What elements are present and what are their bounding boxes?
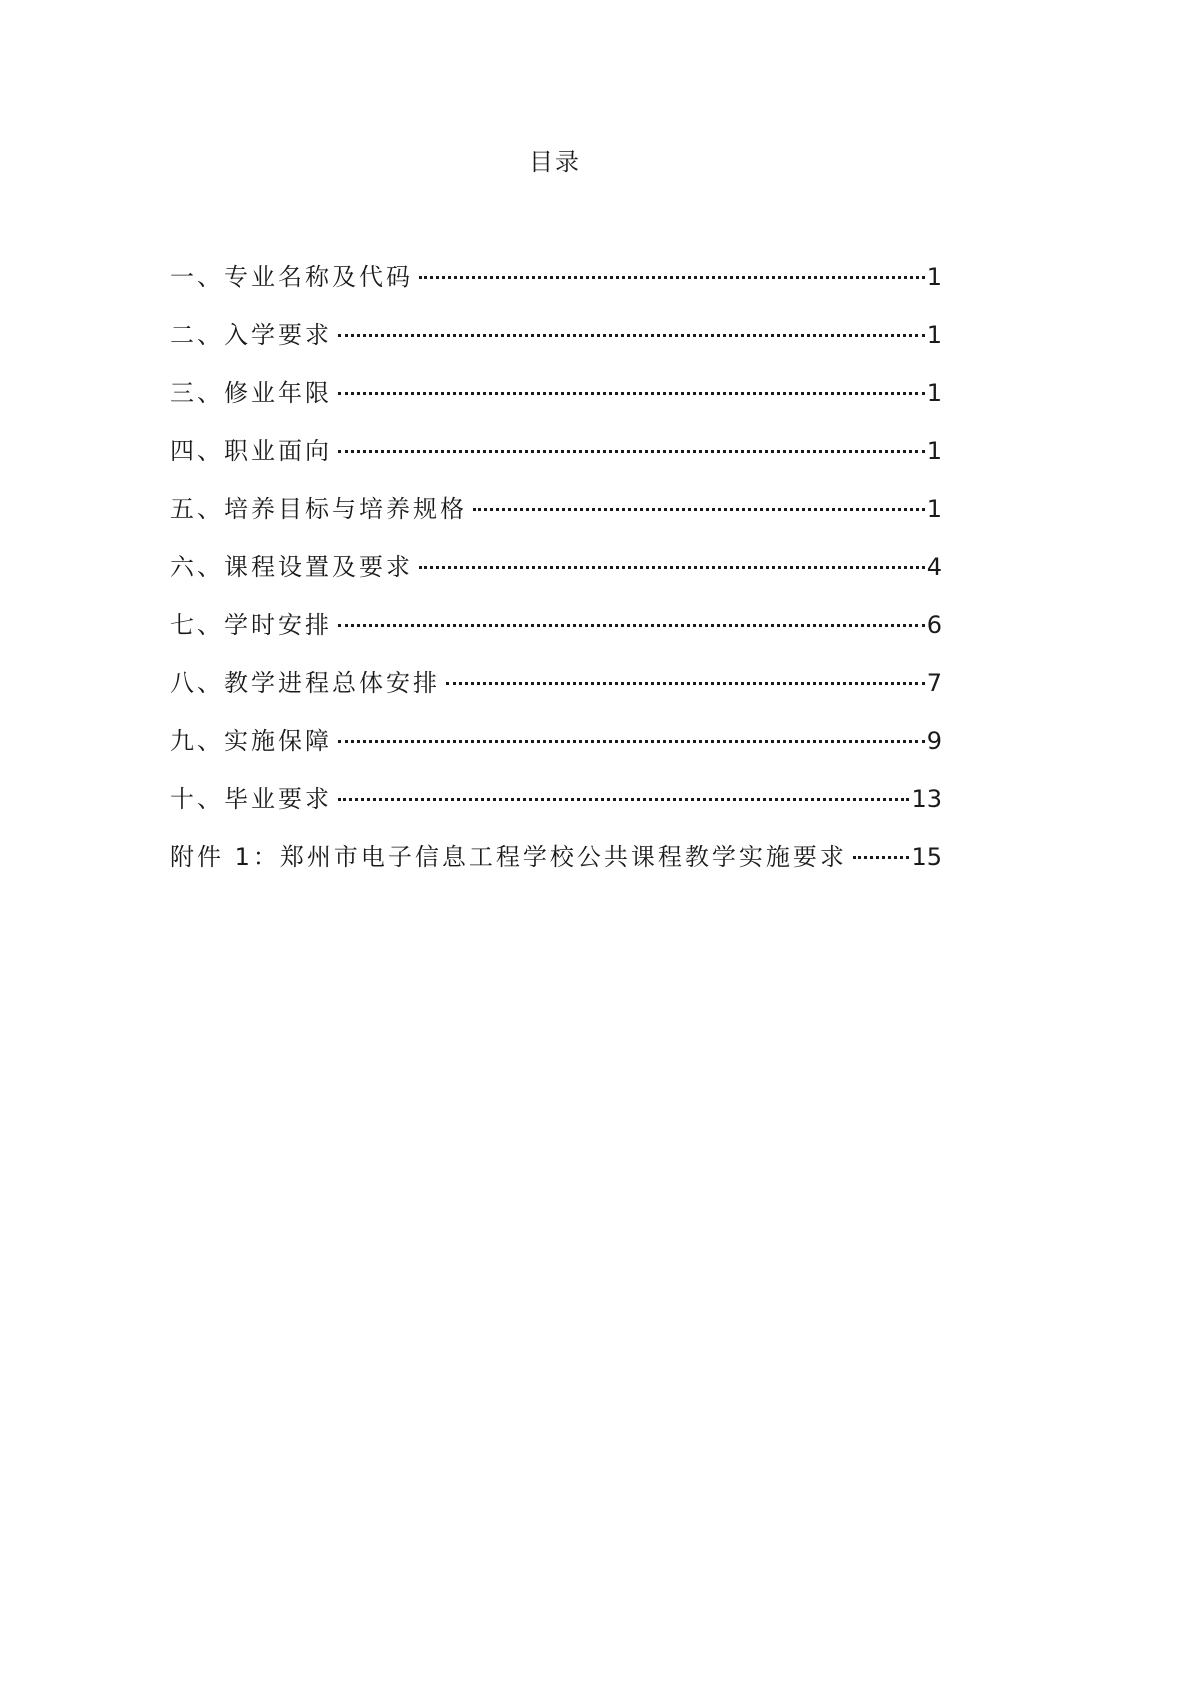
dot-leader — [419, 566, 925, 569]
toc-entry-label: 三、修业年限 — [170, 379, 332, 407]
toc-page-number: 1 — [926, 437, 942, 465]
toc-page-number: 13 — [911, 785, 942, 813]
toc-page-number: 4 — [926, 553, 942, 581]
toc-entry[interactable] — [170, 835, 942, 893]
toc-entry[interactable] — [170, 371, 942, 429]
toc-page-number: 15 — [911, 843, 942, 871]
dot-leader — [338, 624, 925, 627]
toc-entry[interactable] — [170, 313, 942, 371]
toc-entry-label: 附件 1：郑州市电子信息工程学校公共课程教学实施要求 — [170, 843, 847, 871]
toc-entry-label: 八、教学进程总体安排 — [170, 669, 440, 697]
toc-entry[interactable] — [170, 603, 942, 661]
dot-leader — [446, 682, 925, 685]
toc-entry-label: 七、学时安排 — [170, 611, 332, 639]
toc-page-number: 6 — [926, 611, 942, 639]
dot-leader — [338, 392, 925, 395]
toc-page-number: 1 — [926, 379, 942, 407]
dot-leader — [338, 740, 925, 743]
dot-leader — [419, 276, 925, 279]
toc-entry-label: 二、入学要求 — [170, 321, 332, 349]
dot-leader — [473, 508, 925, 511]
page-title: 目录 — [529, 148, 581, 176]
toc-entry[interactable] — [170, 777, 942, 835]
toc-page-number: 1 — [926, 263, 942, 291]
toc-entry-label: 六、课程设置及要求 — [170, 553, 413, 581]
table-of-contents — [170, 255, 942, 893]
dot-leader — [853, 856, 910, 859]
dot-leader — [338, 450, 925, 453]
toc-page-number: 1 — [926, 495, 942, 523]
dot-leader — [338, 334, 925, 337]
toc-entry[interactable] — [170, 487, 942, 545]
toc-page-number: 1 — [926, 321, 942, 349]
dot-leader — [338, 798, 909, 801]
toc-entry-label: 十、毕业要求 — [170, 785, 332, 813]
toc-entry[interactable] — [170, 545, 942, 603]
toc-entry-label: 一、专业名称及代码 — [170, 263, 413, 291]
toc-page-number: 9 — [926, 727, 942, 755]
toc-entry-label: 五、培养目标与培养规格 — [170, 495, 467, 523]
toc-page-number: 7 — [926, 669, 942, 697]
toc-entry[interactable] — [170, 429, 942, 487]
toc-entry[interactable] — [170, 719, 942, 777]
toc-entry[interactable] — [170, 661, 942, 719]
toc-entry[interactable] — [170, 255, 942, 313]
toc-entry-label: 四、职业面向 — [170, 437, 332, 465]
toc-entry-label: 九、实施保障 — [170, 727, 332, 755]
